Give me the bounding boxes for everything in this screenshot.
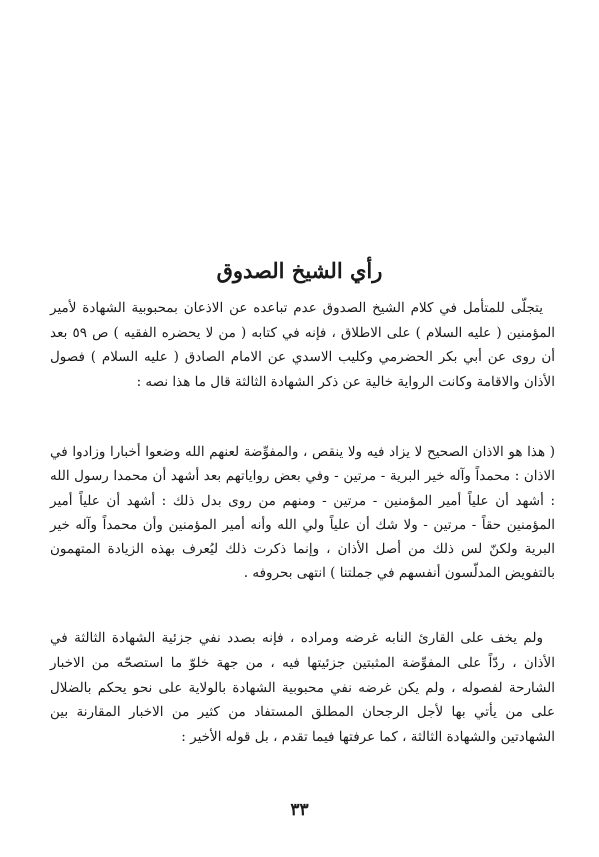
paragraph-analysis: ولم يخف على القارئ النابه غرضه ومراده ، فإنه بصدد نفي جزئية الشهادة الثالثة في الأذان ، ردّاً على المفوِّضة المثبتين جزئيتها فيه ، من جهة خلوّ ما استصحّه من الاخبار الشارحة لفصوله ، ولم يكن غرضه نفي محبوبية الشهادة بالولاية على نحو يحكم بالضلال على من يأتي بها لأجل الرجحان المطلق المستفاد من كثير من الاخبار المقارنة بين الشهادتين والشهادة الثالثة ، كما عرفتها فيما تقدم ، بل قوله الأخير : [50, 630, 555, 746]
page-number: ٣٣ [290, 800, 309, 820]
paragraph-intro: يتجلّى للمتأمل في كلام الشيخ الصدوق عدم تباعده عن الاذعان بمحبوبية الشهادة لأمير المؤمنين ( عليه السلام ) على الاطلاق ، فإنه في كتابه ( من لا يحضره الفقيه ) ص ٥٩ بعد أن روى عن أبي بكر الحضرمي وكليب الاسدي عن الامام الصادق ( عليه السلام ) فصول الأذان والاقامة وكانت الرواية خالية عن ذكر الشهادة الثالثة قال ما هذا نصه : [50, 300, 555, 390]
paragraph-quotation: ( هذا هو الاذان الصحيح لا يزاد فيه ولا ينقص ، والمفوِّضة لعنهم الله وضعوا أخبارا وزادوا في الاذان : محمداً وآله خير البرية - مرتين - وفي بعض رواياتهم بعد أشهد أن محمدا رسول الله : أشهد أن علياً أمير المؤمنين - مرتين - ومنهم من روى بدل ذلك : أشهد أن علياً أمير المؤمنين حقاً - مرتين - ولا شك أن علياً ولي الله وأنه أمير المؤمنين وأن محمداً وآله خير البرية ولكنّ لس ذلك من أصل الأذان ، وإنما ذكرت ذلك ليُعرف بهذه الزيادة المتهمون بالتفويض المدلّسون أنفسهم في جملتنا ) انتهى بحروفه . [50, 444, 555, 582]
section-title: رأي الشيخ الصدوق [216, 258, 383, 283]
